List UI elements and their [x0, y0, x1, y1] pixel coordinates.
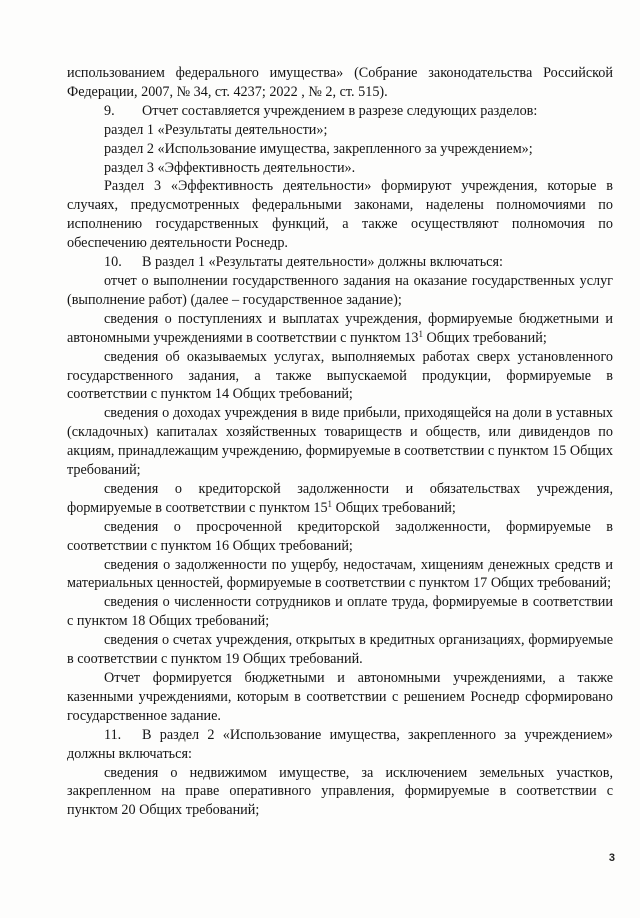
superscript: 1 [327, 498, 333, 509]
paragraph-damage-debt: сведения о задолженности по ущербу, недостачам, хищениям денежных средств и материальных ценностей, формируемые в соответствии с пунктом 17 Общих требований; [67, 556, 613, 592]
paragraph-receipts-payments [67, 310, 613, 348]
page-number: 3 [608, 852, 615, 864]
paragraph-item-9 [67, 102, 613, 121]
paragraph-text: Отчет составляется учреждением в разрезе следующих разделов: [142, 102, 538, 119]
superscript: 1 [418, 328, 423, 339]
paragraph-services: сведения об оказываемых услугах, выполняемых работах сверх установленного государственного задания, а также выпускаемой продукции, формируемые в соответствии с пунктом 14 Общих требований; [67, 348, 613, 403]
item-number: 11. [104, 726, 122, 743]
paragraph-section-2: раздел 2 «Использование имущества, закрепленного за учреждением»; [104, 140, 533, 157]
paragraph-section-3-note: Раздел 3 «Эффективность деятельности» формируют учреждения, которые в случаях, предусмотренных федеральными законами, наделены полномочиями по исполнению государственных функций, а также осуществляют полномочия по обеспечению деятельности Роснедр. [67, 178, 613, 252]
paragraph-section-3: раздел 3 «Эффективность деятельности». [104, 159, 356, 176]
paragraph-text: В раздел 1 «Результаты деятельности» должны включаться: [142, 254, 503, 271]
paragraph-creditor-debt [67, 480, 613, 518]
paragraph-section-1: раздел 1 «Результаты деятельности»; [104, 121, 328, 138]
paragraph-staff: сведения о численности сотрудников и оплате труда, формируемые в соответствии с пунктом 18 Общих требований; [67, 594, 613, 630]
paragraph-state-task-report: отчет о выполнении государственного задания на оказание государственных услуг (выполнение работ) (далее – государственное задание); [67, 272, 613, 308]
paragraph-text: Общих требований; [332, 499, 456, 516]
document-body [67, 64, 613, 820]
paragraph-item-11 [67, 726, 613, 764]
paragraph-text: сведения о кредиторской задолженности и обязательствах учреждения, формируемые в соответствии с пунктом 15 [67, 480, 613, 516]
paragraph-text: сведения о поступлениях и выплатах учреждения, формируемые бюджетными и автономными учреждениями в соответствии с пунктом 13 [67, 310, 613, 346]
paragraph-overdue-debt: сведения о просроченной кредиторской задолженности, формируемые в соответствии с пунктом 16 Общих требований; [67, 518, 613, 554]
paragraph-real-estate: сведения о недвижимом имуществе, за исключением земельных участков, закрепленном на праве оперативного управления, формируемые в соответствии с пунктом 20 Общих требований; [67, 764, 613, 819]
paragraph-income: сведения о доходах учреждения в виде прибыли, приходящейся на доли в уставных (складочных) капиталах хозяйственных товариществ и обществ, или дивидендов по акциям, принадлежащим учреждению, формируемые в соответствии с пунктом 15 Общих требований; [67, 405, 613, 479]
paragraph-report-formation: Отчет формируется бюджетными и автономными учреждениями, а также казенными учреждениями, которым в соответствии с решением Роснедр сформировано государственное задание. [67, 670, 613, 724]
paragraph-text: Общих требований; [423, 329, 547, 346]
paragraph-text: В раздел 2 «Использование имущества, закрепленного за учреждением» должны включаться: [67, 726, 613, 762]
paragraph-continuation: использованием федерального имущества» (Собрание законодательства Российской Федерации, 2007, № 34, ст. 4237; 2022 , № 2, ст. 515). [67, 65, 613, 100]
item-number: 10. [104, 254, 122, 271]
paragraph-item-10 [67, 253, 613, 272]
item-number: 9. [104, 102, 115, 119]
paragraph-accounts: сведения о счетах учреждения, открытых в кредитных организациях, формируемые в соответствии с пунктом 19 Общих требований. [67, 632, 613, 668]
